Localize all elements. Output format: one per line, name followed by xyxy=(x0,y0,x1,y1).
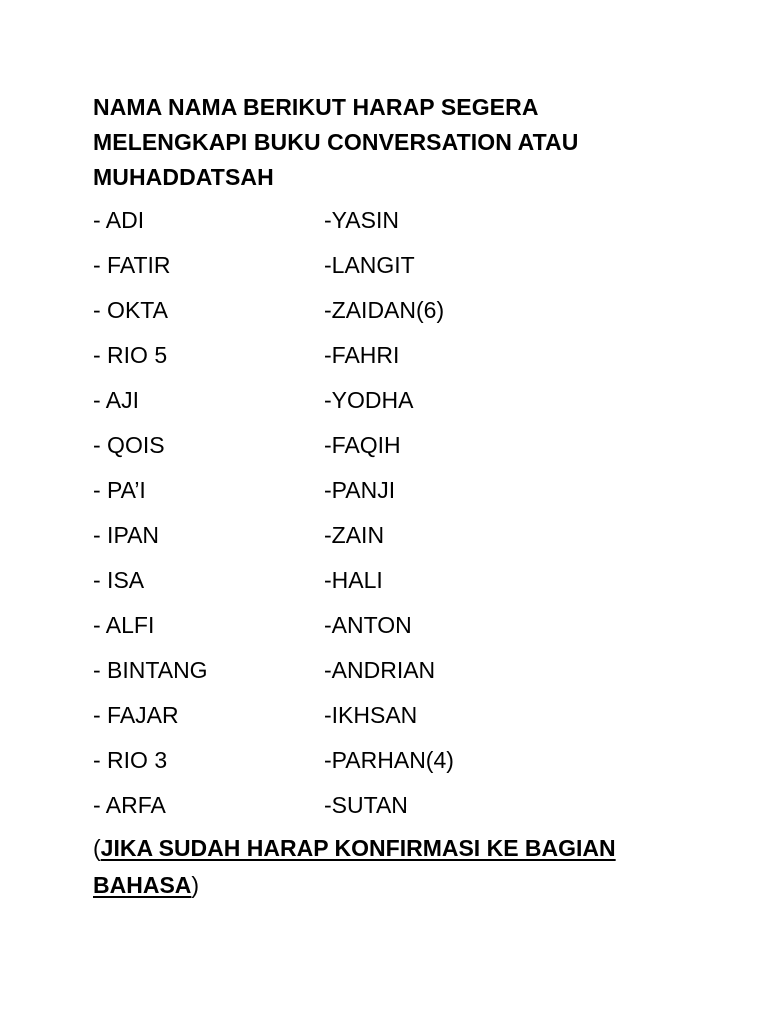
heading-line-2: MELENGKAPI BUKU CONVERSATION ATAU xyxy=(93,129,579,155)
name-row xyxy=(93,560,693,605)
name-row xyxy=(93,335,693,380)
name-list xyxy=(93,200,693,830)
name-left: - FAJAR xyxy=(93,702,179,728)
name-right: -LANGIT xyxy=(324,252,415,278)
name-right: -YASIN xyxy=(324,207,399,233)
name-left: - PA’I xyxy=(93,477,146,503)
name-row xyxy=(93,695,693,740)
name-right: -ZAIN xyxy=(324,522,385,548)
name-row xyxy=(93,605,693,650)
name-row xyxy=(93,650,693,695)
close-paren: ) xyxy=(191,872,200,898)
name-right: -FAQIH xyxy=(324,432,401,458)
heading-line-3: MUHADDATSAH xyxy=(93,164,274,190)
name-row xyxy=(93,740,693,785)
name-right: -PANJI xyxy=(324,477,396,503)
name-left: - FATIR xyxy=(93,252,171,278)
name-right: -IKHSAN xyxy=(324,702,418,728)
name-left: - QOIS xyxy=(93,432,165,458)
name-right: -SUTAN xyxy=(324,792,408,818)
name-left: - RIO 5 xyxy=(93,342,168,368)
name-row xyxy=(93,785,693,830)
name-right: -ANDRIAN xyxy=(324,657,436,683)
name-row xyxy=(93,515,693,560)
name-left: - RIO 3 xyxy=(93,747,168,773)
name-right: -FAHRI xyxy=(324,342,400,368)
name-row xyxy=(93,470,693,515)
note-line-2 xyxy=(93,867,693,904)
name-left: - OKTA xyxy=(93,297,168,323)
heading-line-1: NAMA NAMA BERIKUT HARAP SEGERA xyxy=(93,94,539,120)
name-right: -HALI xyxy=(324,567,383,593)
open-paren: ( xyxy=(93,835,101,861)
note-underlined-text-2: BAHASA xyxy=(93,872,192,898)
name-row xyxy=(93,290,693,335)
note-line-1 xyxy=(93,830,693,867)
name-right: -PARHAN(4) xyxy=(324,747,454,773)
name-right: -ANTON xyxy=(324,612,412,638)
notice-heading xyxy=(93,90,653,195)
name-row xyxy=(93,425,693,470)
confirmation-note xyxy=(93,830,693,904)
name-row xyxy=(93,200,693,245)
name-left: - ALFI xyxy=(93,612,155,638)
name-left: - ADI xyxy=(93,207,145,233)
name-left: - BINTANG xyxy=(93,657,208,683)
name-right: -ZAIDAN(6) xyxy=(324,297,445,323)
name-row xyxy=(93,380,693,425)
name-left: - AJI xyxy=(93,387,140,413)
note-underlined-text-1: JIKA SUDAH HARAP KONFIRMASI KE BAGIAN xyxy=(100,835,616,861)
name-left: - IPAN xyxy=(93,522,160,548)
name-left: - ARFA xyxy=(93,792,166,818)
name-left: - ISA xyxy=(93,567,145,593)
name-row xyxy=(93,245,693,290)
name-right: -YODHA xyxy=(324,387,414,413)
